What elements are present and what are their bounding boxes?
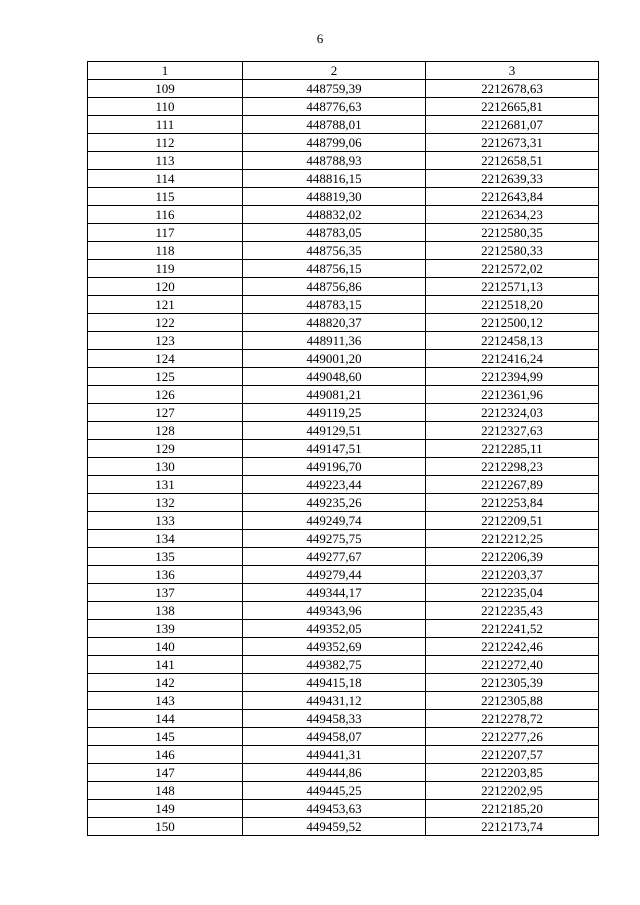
x-coordinate-cell: 448911,36	[243, 332, 426, 350]
table-row	[88, 116, 599, 134]
table-row	[88, 656, 599, 674]
x-coordinate-cell: 449445,25	[243, 782, 426, 800]
x-coordinate-cell: 449352,69	[243, 638, 426, 656]
x-coordinate-cell: 449249,74	[243, 512, 426, 530]
table-row	[88, 674, 599, 692]
y-coordinate-cell: 2212665,81	[426, 98, 599, 116]
y-coordinate-cell: 2212580,35	[426, 224, 599, 242]
x-coordinate-cell: 448756,35	[243, 242, 426, 260]
table-row	[88, 620, 599, 638]
point-number-cell: 127	[88, 404, 243, 422]
point-number-cell: 119	[88, 260, 243, 278]
x-coordinate-cell: 449458,07	[243, 728, 426, 746]
table-header-row	[88, 62, 599, 80]
x-coordinate-cell: 449441,31	[243, 746, 426, 764]
table-row	[88, 152, 599, 170]
x-coordinate-cell: 449223,44	[243, 476, 426, 494]
point-number-cell: 125	[88, 368, 243, 386]
y-coordinate-cell: 2212673,31	[426, 134, 599, 152]
y-coordinate-cell: 2212324,03	[426, 404, 599, 422]
table-row	[88, 458, 599, 476]
x-coordinate-cell: 448783,05	[243, 224, 426, 242]
point-number-cell: 126	[88, 386, 243, 404]
point-number-cell: 115	[88, 188, 243, 206]
table-row	[88, 350, 599, 368]
point-number-cell: 142	[88, 674, 243, 692]
point-number-cell: 150	[88, 818, 243, 836]
y-coordinate-cell: 2212634,23	[426, 206, 599, 224]
x-coordinate-cell: 449343,96	[243, 602, 426, 620]
point-number-cell: 128	[88, 422, 243, 440]
y-coordinate-cell: 2212643,84	[426, 188, 599, 206]
table-row	[88, 476, 599, 494]
y-coordinate-cell: 2212639,33	[426, 170, 599, 188]
y-coordinate-cell: 2212277,26	[426, 728, 599, 746]
x-coordinate-cell: 448819,30	[243, 188, 426, 206]
x-coordinate-cell: 448816,15	[243, 170, 426, 188]
point-number-cell: 130	[88, 458, 243, 476]
table-row	[88, 440, 599, 458]
y-coordinate-cell: 2212209,51	[426, 512, 599, 530]
table-row	[88, 404, 599, 422]
point-number-cell: 139	[88, 620, 243, 638]
point-number-cell: 113	[88, 152, 243, 170]
point-number-cell: 116	[88, 206, 243, 224]
y-coordinate-cell: 2212241,52	[426, 620, 599, 638]
x-coordinate-cell: 449458,33	[243, 710, 426, 728]
x-coordinate-cell: 449235,26	[243, 494, 426, 512]
x-coordinate-cell: 449344,17	[243, 584, 426, 602]
point-number-cell: 149	[88, 800, 243, 818]
y-coordinate-cell: 2212235,43	[426, 602, 599, 620]
y-coordinate-cell: 2212207,57	[426, 746, 599, 764]
table-row	[88, 746, 599, 764]
point-number-cell: 131	[88, 476, 243, 494]
y-coordinate-cell: 2212580,33	[426, 242, 599, 260]
y-coordinate-cell: 2212572,02	[426, 260, 599, 278]
y-coordinate-cell: 2212235,04	[426, 584, 599, 602]
point-number-cell: 148	[88, 782, 243, 800]
x-coordinate-cell: 448783,15	[243, 296, 426, 314]
y-coordinate-cell: 2212267,89	[426, 476, 599, 494]
table-row	[88, 170, 599, 188]
y-coordinate-cell: 2212203,37	[426, 566, 599, 584]
y-coordinate-cell: 2212212,25	[426, 530, 599, 548]
table-row	[88, 566, 599, 584]
x-coordinate-cell: 449382,75	[243, 656, 426, 674]
table-row	[88, 206, 599, 224]
x-coordinate-cell: 449277,67	[243, 548, 426, 566]
y-coordinate-cell: 2212298,23	[426, 458, 599, 476]
y-coordinate-cell: 2212173,74	[426, 818, 599, 836]
y-coordinate-cell: 2212361,96	[426, 386, 599, 404]
table-row	[88, 818, 599, 836]
y-coordinate-cell: 2212253,84	[426, 494, 599, 512]
point-number-cell: 143	[88, 692, 243, 710]
table-row	[88, 782, 599, 800]
table-row	[88, 296, 599, 314]
point-number-cell: 114	[88, 170, 243, 188]
x-coordinate-cell: 449415,18	[243, 674, 426, 692]
y-coordinate-cell: 2212327,63	[426, 422, 599, 440]
table-row	[88, 332, 599, 350]
point-number-cell: 141	[88, 656, 243, 674]
point-number-cell: 124	[88, 350, 243, 368]
table-body	[88, 80, 599, 836]
x-coordinate-cell: 449275,75	[243, 530, 426, 548]
table-row	[88, 710, 599, 728]
x-coordinate-cell: 449453,63	[243, 800, 426, 818]
y-coordinate-cell: 2212518,20	[426, 296, 599, 314]
table-row	[88, 314, 599, 332]
x-coordinate-cell: 449081,21	[243, 386, 426, 404]
table-row	[88, 530, 599, 548]
table-row	[88, 224, 599, 242]
table-row	[88, 602, 599, 620]
table-row	[88, 242, 599, 260]
y-coordinate-cell: 2212305,39	[426, 674, 599, 692]
y-coordinate-cell: 2212394,99	[426, 368, 599, 386]
table-row	[88, 134, 599, 152]
x-coordinate-cell: 449001,20	[243, 350, 426, 368]
coordinates-table	[87, 61, 599, 836]
table-row	[88, 584, 599, 602]
point-number-cell: 136	[88, 566, 243, 584]
x-coordinate-cell: 449119,25	[243, 404, 426, 422]
x-coordinate-cell: 448788,01	[243, 116, 426, 134]
point-number-cell: 147	[88, 764, 243, 782]
point-number-cell: 111	[88, 116, 243, 134]
y-coordinate-cell: 2212278,72	[426, 710, 599, 728]
point-number-cell: 123	[88, 332, 243, 350]
x-coordinate-cell: 448820,37	[243, 314, 426, 332]
point-number-cell: 120	[88, 278, 243, 296]
point-number-cell: 110	[88, 98, 243, 116]
x-coordinate-cell: 448832,02	[243, 206, 426, 224]
x-coordinate-cell: 448756,86	[243, 278, 426, 296]
table-row	[88, 422, 599, 440]
y-coordinate-cell: 2212681,07	[426, 116, 599, 134]
y-coordinate-cell: 2212416,24	[426, 350, 599, 368]
point-number-cell: 112	[88, 134, 243, 152]
x-coordinate-cell: 448759,39	[243, 80, 426, 98]
point-number-cell: 137	[88, 584, 243, 602]
column-header: 2	[243, 62, 426, 80]
point-number-cell: 122	[88, 314, 243, 332]
table-row	[88, 98, 599, 116]
column-header: 1	[88, 62, 243, 80]
x-coordinate-cell: 449147,51	[243, 440, 426, 458]
point-number-cell: 132	[88, 494, 243, 512]
x-coordinate-cell: 448799,06	[243, 134, 426, 152]
table-row	[88, 368, 599, 386]
y-coordinate-cell: 2212500,12	[426, 314, 599, 332]
column-header: 3	[426, 62, 599, 80]
table-row	[88, 260, 599, 278]
point-number-cell: 134	[88, 530, 243, 548]
y-coordinate-cell: 2212458,13	[426, 332, 599, 350]
point-number-cell: 121	[88, 296, 243, 314]
point-number-cell: 133	[88, 512, 243, 530]
x-coordinate-cell: 448756,15	[243, 260, 426, 278]
y-coordinate-cell: 2212202,95	[426, 782, 599, 800]
table-row	[88, 548, 599, 566]
y-coordinate-cell: 2212206,39	[426, 548, 599, 566]
table-row	[88, 800, 599, 818]
x-coordinate-cell: 449279,44	[243, 566, 426, 584]
y-coordinate-cell: 2212242,46	[426, 638, 599, 656]
x-coordinate-cell: 449196,70	[243, 458, 426, 476]
point-number-cell: 118	[88, 242, 243, 260]
x-coordinate-cell: 449431,12	[243, 692, 426, 710]
point-number-cell: 146	[88, 746, 243, 764]
y-coordinate-cell: 2212658,51	[426, 152, 599, 170]
y-coordinate-cell: 2212272,40	[426, 656, 599, 674]
point-number-cell: 144	[88, 710, 243, 728]
y-coordinate-cell: 2212185,20	[426, 800, 599, 818]
table-row	[88, 278, 599, 296]
point-number-cell: 145	[88, 728, 243, 746]
y-coordinate-cell: 2212678,63	[426, 80, 599, 98]
x-coordinate-cell: 449459,52	[243, 818, 426, 836]
page-number: 6	[316, 31, 324, 46]
y-coordinate-cell: 2212203,85	[426, 764, 599, 782]
table-row	[88, 494, 599, 512]
x-coordinate-cell: 449352,05	[243, 620, 426, 638]
point-number-cell: 140	[88, 638, 243, 656]
table-row	[88, 638, 599, 656]
x-coordinate-cell: 448788,93	[243, 152, 426, 170]
point-number-cell: 135	[88, 548, 243, 566]
table-row	[88, 386, 599, 404]
x-coordinate-cell: 448776,63	[243, 98, 426, 116]
point-number-cell: 117	[88, 224, 243, 242]
table-row	[88, 692, 599, 710]
point-number-cell: 109	[88, 80, 243, 98]
table-row	[88, 80, 599, 98]
x-coordinate-cell: 449048,60	[243, 368, 426, 386]
y-coordinate-cell: 2212571,13	[426, 278, 599, 296]
x-coordinate-cell: 449129,51	[243, 422, 426, 440]
y-coordinate-cell: 2212305,88	[426, 692, 599, 710]
table-row	[88, 764, 599, 782]
table-row	[88, 188, 599, 206]
table-row	[88, 728, 599, 746]
y-coordinate-cell: 2212285,11	[426, 440, 599, 458]
point-number-cell: 129	[88, 440, 243, 458]
table-row	[88, 512, 599, 530]
point-number-cell: 138	[88, 602, 243, 620]
x-coordinate-cell: 449444,86	[243, 764, 426, 782]
